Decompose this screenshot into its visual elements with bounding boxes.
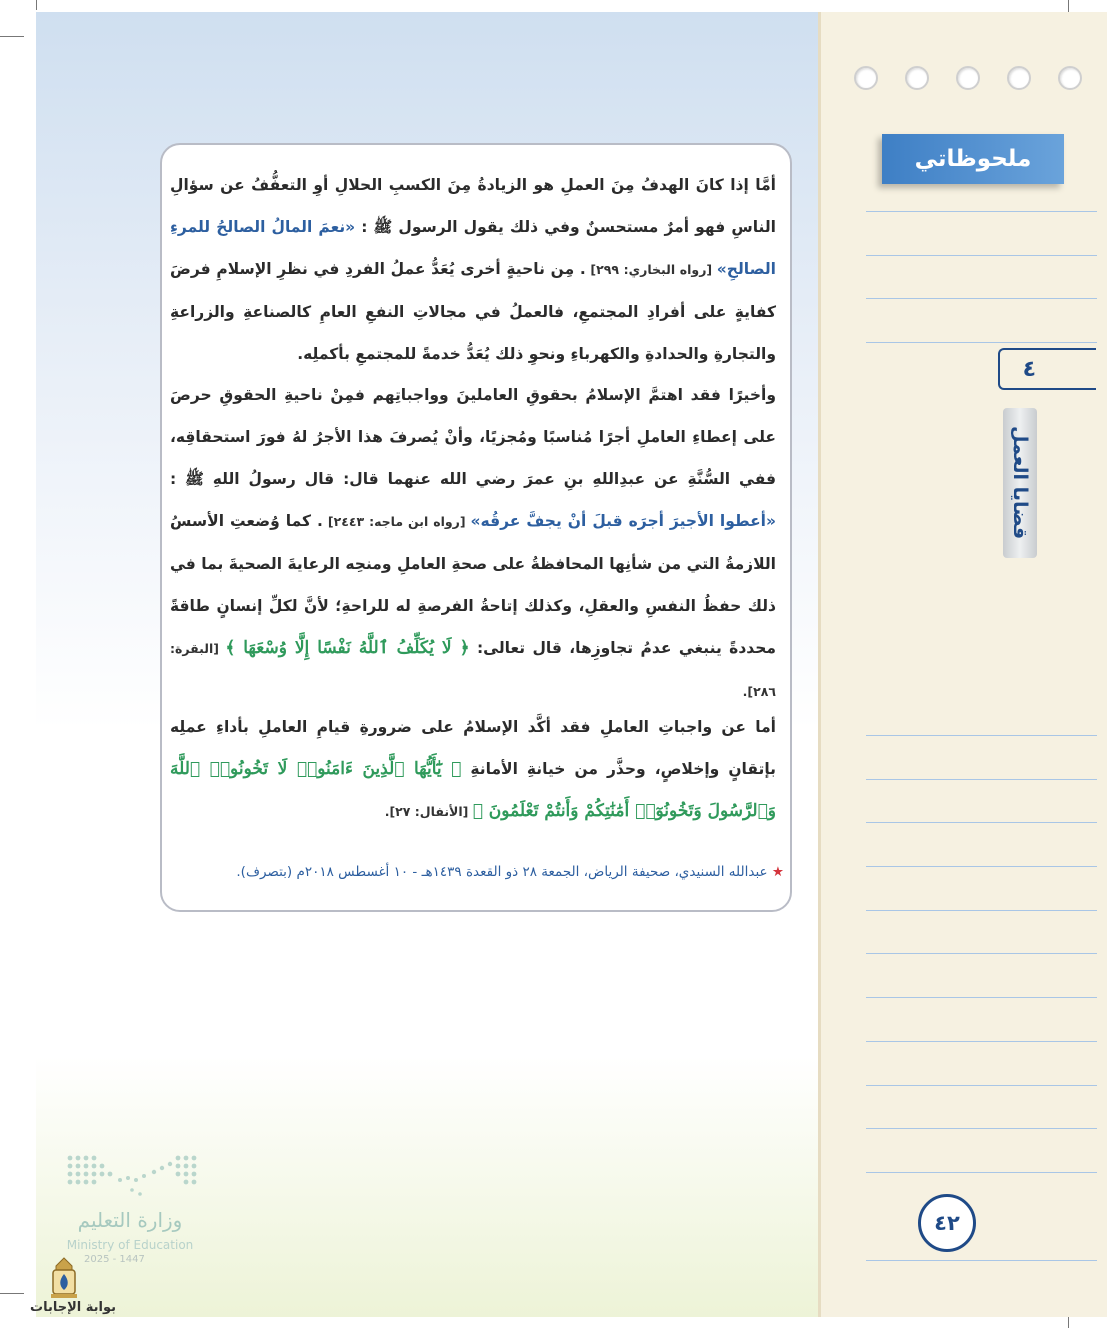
paragraph-text: أما عن واجباتِ العاملِ فقد أكَّد الإسلامُ على ضرورةِ قيامِ العاملِ بأداءِ عملِه بإتقانٍ وإخلاصٍ، وحذَّر من خيانةِ الأمانةِ [170,718,776,778]
paragraph-1 [170,164,776,375]
unit-number: ٤ [1022,356,1036,382]
binder-hole [1007,66,1031,90]
notes-line [866,298,1097,299]
ministry-years: 2025 - 1447 [84,1254,145,1265]
unit-number-box [998,348,1096,390]
unit-name: قضايا العمل [1009,426,1031,540]
notes-line [866,1128,1097,1129]
hadith-quote: «أعطوا الأجيرَ أجرَه قبلَ أنْ يجفَّ عرقُه» [470,512,776,530]
footnote-text: عبدالله السنيدي، صحيفة الرياض، الجمعة ٢٨ ذو القعدة ١٤٣٩هـ - ١٠ أغسطس ٢٠١٨م (بتصرف). [236,864,768,880]
notes-line [866,953,1097,954]
ministry-name-arabic: وزارة التعليم [77,1208,183,1232]
quran-verse: ﴿ يَٰٓأَيُّهَا ٱلَّذِينَ ءَامَنُوا۟ لَا تَخُونُوا۟ ٱللَّهَ وَٱلرَّسُولَ وَتَخُونُوٓا۟ أَمَٰنَٰتِكُمْ وَأَنتُمْ تَعْلَمُونَ ﴾ [170,759,776,821]
notes-panel [818,12,1107,1317]
notes-line [866,1041,1097,1042]
quran-verse: ﴿ لَا يُكَلِّفُ ٱللَّهُ نَفْسًا إِلَّا وُسْعَهَا ﴾ [225,638,470,658]
verse-reference: [الأنفال: ٢٧]. [384,804,473,819]
notes-line [866,1260,1097,1261]
verse-reference: [البقرة: ٢٨٦]. [170,641,776,699]
hadith-reference: [رواه البخاري: ٢٩٩] [585,262,717,277]
lantern-icon [44,1256,84,1300]
paragraph-3 [170,706,776,833]
notes-line [866,866,1097,867]
source-footnote [170,864,784,880]
ministry-logo-icon [60,1150,210,1210]
paragraph-2 [170,374,776,713]
ministry-name-english: Ministry of Education [66,1238,194,1252]
paragraph-text: أمَّا إذا كانَ الهدفُ مِنَ العملِ هو الزيادةُ مِنَ الكسبِ الحلالِ أوِ التعفُّفُ عن سؤالِ الناسِ فهو أمرٌ مستحسنٌ وفي ذلك يقول الرسول ﷺ : [170,176,776,236]
notes-line [866,255,1097,256]
notes-line [866,1172,1097,1173]
hadith-reference: [رواه ابن ماجه: ٢٤٤٣] [322,514,471,529]
notes-line [866,735,1097,736]
paragraph-text: . مِن ناحيةٍ أخرى يُعَدُّ عملُ الفردِ في نظرِ الإسلامِ فرضَ كفايةٍ على أفرادِ المجتمعِ، فالعملُ في مجالاتِ النفعِ العامِ كالصناعةِ والزراعةِ والتجارةِ والحدادةِ والكهرباءِ ونحوِ ذلك يُعَدُّ خدمةً للمجتمعِ بأكملِه. [170,260,776,363]
page-number: ٤٢ [918,1194,976,1252]
binder-hole [854,66,878,90]
star-icon: ★ [771,864,784,880]
notes-title: ملحوظاتي [882,134,1064,184]
notes-line [866,342,1097,343]
notes-line [866,822,1097,823]
notes-line [866,779,1097,780]
binder-hole [956,66,980,90]
unit-tab [1003,408,1037,558]
binder-hole [905,66,929,90]
paragraph-text: . كما وُضعتِ الأسسُ اللازمةُ التي من شأنِها المحافظةُ على صحةِ العاملِ ومنحِه الرعايةَ الصحيةَ بما في ذلك حفظُ النفسِ والعقلِ، وكذلك إتاحةُ الفرصةِ له للراحةِ؛ لأنَّ لكلِّ إنسانٍ طاقةً محددةً ينبغي عدمُ تجاوزِها، قال تعالى: [170,512,777,657]
crop-mark [0,1293,24,1294]
notes-line [866,211,1097,212]
crop-mark [36,0,37,10]
binder-hole [1058,66,1082,90]
notes-line [866,910,1097,911]
hadith-quote: «نعمَ المالُ الصالحُ للمرءِ الصالحِ» [170,218,776,278]
notes-line [866,1085,1097,1086]
notes-line [866,997,1097,998]
paragraph-text: وأخيرًا فقد اهتمَّ الإسلامُ بحقوقِ العاملينَ وواجباتِهم فمِنْ ناحيةِ الحقوقِ حرصَ على إعطاءِ العاملِ أجرًا مُناسبًا ومُجزيًا، وأنْ يُصرفَ هذا الأجرُ لهُ فورَ استحقاقِه، ففي السُّنَّةِ عن عبدِاللهِ بنِ عمرَ رضي الله عنهما قال: قال رسولُ اللهِ ﷺ : [170,386,776,488]
watermark-label: بوابة الإجابات [30,1300,116,1315]
crop-mark [0,36,24,37]
